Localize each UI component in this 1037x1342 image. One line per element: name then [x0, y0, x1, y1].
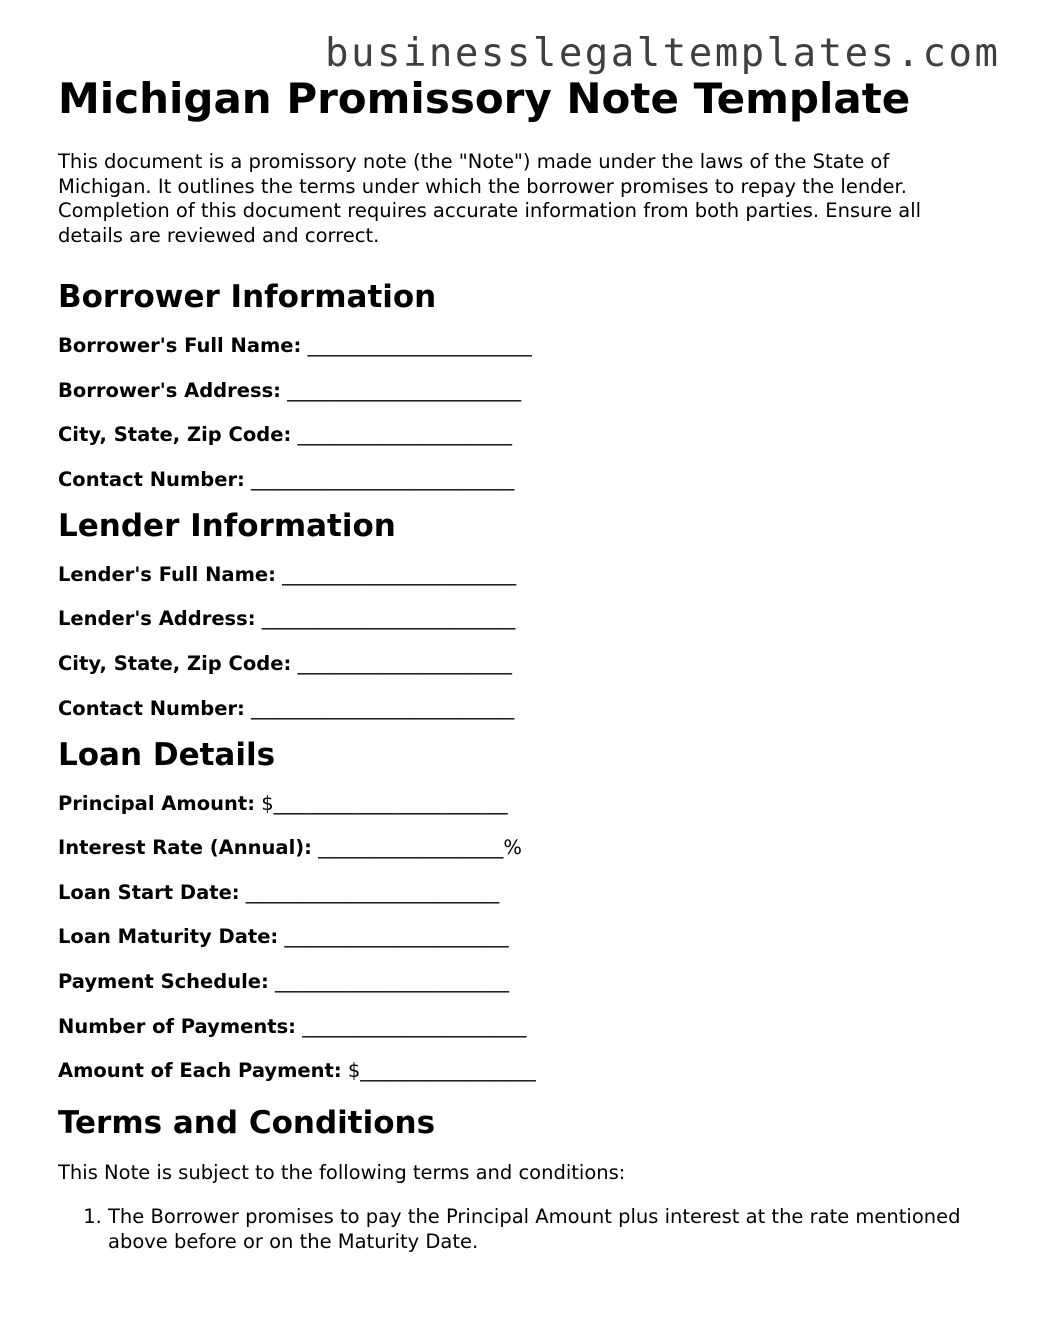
field-label: Amount of Each Payment: [58, 1059, 342, 1083]
lender-fields [58, 563, 988, 721]
number-of-payments-field[interactable] [58, 1015, 988, 1039]
terms-list-item: 1. The Borrower promises to pay the Principal Amount plus interest at the rate mentioned above before or on the Maturity Date. [108, 1205, 988, 1254]
field-label: Loan Start Date: [58, 880, 240, 904]
field-label: Borrower's Address: [58, 378, 281, 402]
field-blank[interactable]: _______________________ [278, 925, 509, 949]
lender-city-state-zip-field[interactable] [58, 652, 988, 676]
borrower-address-field[interactable] [58, 379, 988, 403]
borrower-city-state-zip-field[interactable] [58, 423, 988, 447]
principal-amount-field[interactable] [58, 792, 988, 816]
page-title: Michigan Promissory Note Template [58, 74, 911, 123]
field-label: Loan Maturity Date: [58, 925, 279, 949]
field-label: Lender's Address: [58, 607, 256, 631]
field-label: City, State, Zip Code: [58, 651, 292, 675]
field-blank[interactable]: ________________________ [275, 562, 517, 586]
terms-intro: This Note is subject to the following terms and conditions: [58, 1161, 626, 1185]
field-blank[interactable]: __________________________ [239, 880, 500, 904]
field-blank[interactable]: ___________________________ [244, 467, 515, 491]
payment-schedule-field[interactable] [58, 970, 988, 994]
lender-contact-number-field[interactable] [58, 697, 988, 721]
intro-paragraph: This document is a promissory note (the "Note") made under the laws of the State of Michigan. It outlines the terms under which the borrower promises to repay the lender. Completion of this document requires accurate information from both parties. Ensure all details are reviewed and correct. [58, 150, 922, 247]
field-blank[interactable]: ______________________ [291, 651, 512, 675]
field-label: Principal Amount: [58, 791, 255, 815]
lender-address-field[interactable] [58, 607, 988, 631]
loan-fields [58, 792, 988, 1084]
field-blank[interactable]: _______________________ [295, 1014, 527, 1038]
lender-section-heading: Lender Information [58, 507, 396, 544]
field-label: Borrower's Full Name: [58, 334, 302, 357]
field-blank[interactable]: $__________________ [341, 1059, 536, 1083]
watermark-text: businesslegaltemplates.com [325, 31, 1001, 76]
borrower-fields [58, 334, 988, 492]
field-blank[interactable]: __________________________ [255, 607, 516, 631]
borrower-section-heading: Borrower Information [58, 279, 437, 315]
terms-section-heading: Terms and Conditions [58, 1105, 436, 1142]
field-blank[interactable]: $________________________ [255, 791, 508, 815]
field-blank[interactable]: ___________________% [311, 836, 522, 860]
loan-start-date-field[interactable] [58, 881, 988, 905]
document-page [58, 74, 988, 1254]
field-blank[interactable]: ________________________ [280, 378, 522, 402]
field-label: Interest Rate (Annual): [58, 836, 312, 860]
loan-maturity-date-field[interactable] [58, 925, 988, 949]
lender-full-name-field[interactable] [58, 563, 988, 587]
field-blank[interactable]: _______________________ [301, 334, 532, 357]
field-blank[interactable]: ___________________________ [244, 696, 515, 720]
field-label: City, State, Zip Code: [58, 423, 292, 447]
borrower-full-name-field[interactable] [58, 334, 988, 358]
field-label: Contact Number: [58, 696, 245, 720]
field-label: Contact Number: [58, 467, 245, 491]
field-blank[interactable]: ______________________ [291, 423, 512, 447]
interest-rate-field[interactable] [58, 836, 988, 860]
amount-of-each-payment-field[interactable] [58, 1059, 988, 1083]
field-blank[interactable]: ________________________ [268, 969, 510, 993]
loan-section-heading: Loan Details [58, 736, 276, 773]
field-label: Number of Payments: [58, 1014, 296, 1038]
terms-list [58, 1205, 988, 1254]
field-label: Payment Schedule: [58, 969, 269, 993]
field-label: Lender's Full Name: [58, 562, 276, 586]
borrower-contact-number-field[interactable] [58, 468, 988, 492]
